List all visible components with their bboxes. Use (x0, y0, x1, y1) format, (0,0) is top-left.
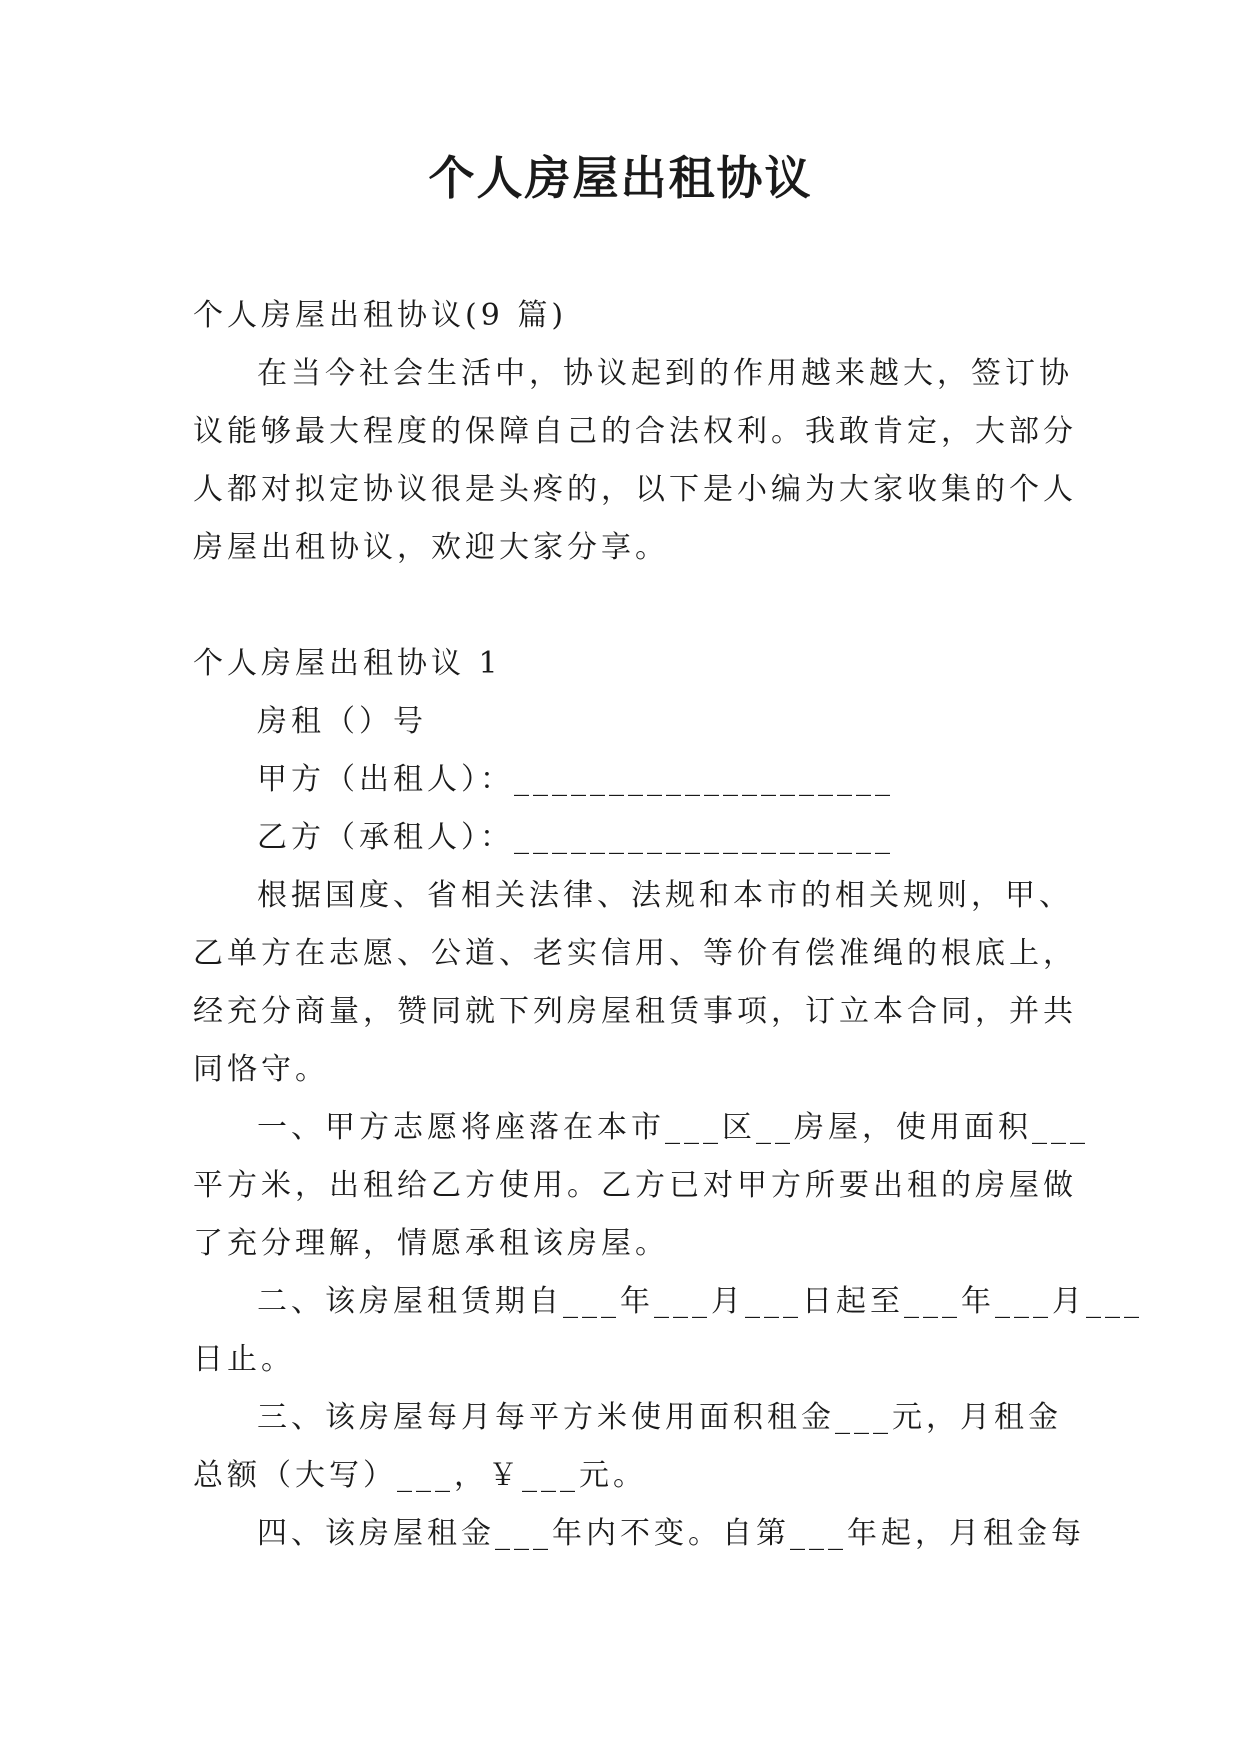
clause-2-line: 二、该房屋租赁期自___年___月___日起至___年___月___ (257, 1284, 1143, 1319)
intro-line: 在当今社会生活中，协议起到的作用越来越大，签订协 (257, 356, 1073, 391)
party-a-line: 甲方（出租人）：____________________ (257, 762, 894, 797)
clause-2-line: 日止。 (193, 1342, 295, 1377)
intro-line: 议能够最大程度的保障自己的合法权利。我敢肯定，大部分 (193, 414, 1077, 449)
body-line: 经充分商量，赞同就下列房屋租赁事项，订立本合同，并共 (193, 994, 1077, 1029)
clause-4-line: 四、该房屋租金___年内不变。自第___年起，月租金每 (257, 1516, 1085, 1551)
clause-3-line: 总额（大写）___，￥___元。 (193, 1458, 647, 1493)
document-subtitle: 个人房屋出租协议(9 篇) (193, 298, 568, 333)
clause-1-line: 平方米，出租给乙方使用。乙方已对甲方所要出租的房屋做 (193, 1168, 1077, 1203)
section-heading: 个人房屋出租协议 1 (193, 646, 502, 681)
party-b-line: 乙方（承租人）：____________________ (257, 820, 894, 855)
intro-line: 人都对拟定协议很是头疼的，以下是小编为大家收集的个人 (193, 472, 1077, 507)
body-line: 乙单方在志愿、公道、老实信用、等价有偿准绳的根底上， (193, 936, 1077, 971)
clause-1-line: 了充分理解，情愿承租该房屋。 (193, 1226, 669, 1261)
rent-number-line: 房租（）号 (257, 704, 427, 739)
body-line: 同恪守。 (193, 1052, 329, 1087)
body-line: 根据国度、省相关法律、法规和本市的相关规则，甲、 (257, 878, 1073, 913)
clause-1-line: 一、甲方志愿将座落在本市___区__房屋，使用面积___ (257, 1110, 1089, 1145)
clause-3-line: 三、该房屋每月每平方米使用面积租金___元，月租金 (257, 1400, 1062, 1435)
intro-line: 房屋出租协议，欢迎大家分享。 (193, 530, 669, 565)
document-title: 个人房屋出租协议 (428, 151, 813, 205)
